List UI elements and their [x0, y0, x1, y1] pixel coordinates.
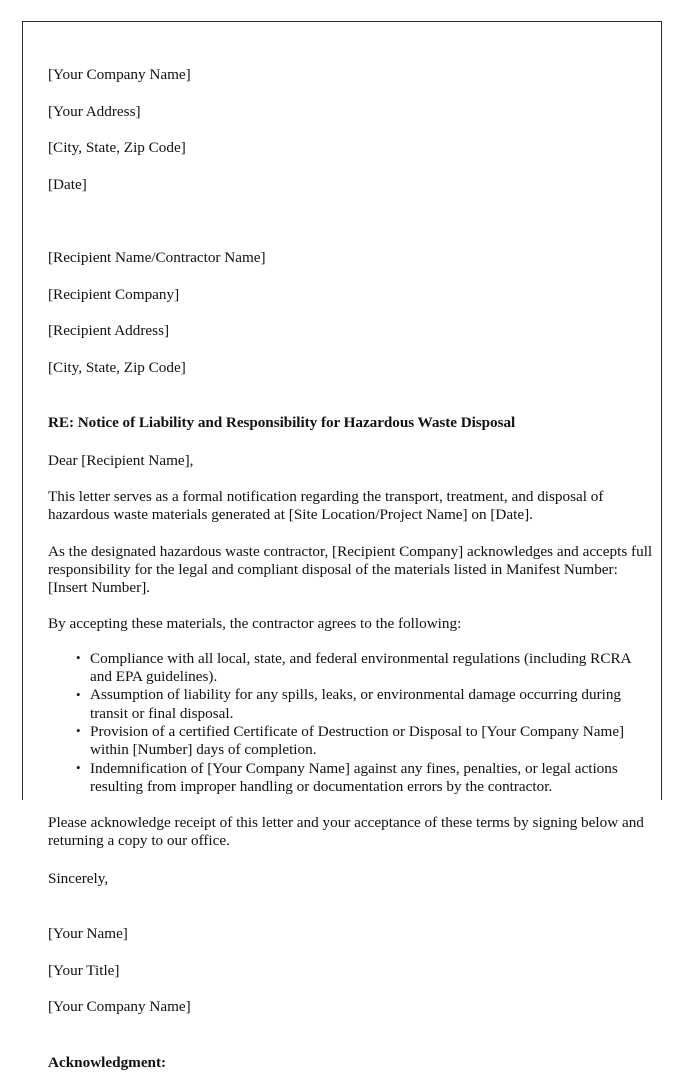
list-item: • Assumption of liability for any spills, leaks, or environmental damage occurring during transit or final disposal.: [90, 686, 655, 723]
signature-block: [48, 907, 655, 1035]
sign-off: Sincerely,: [48, 869, 109, 887]
acknowledgment-heading: Acknowledgment:: [48, 1054, 167, 1072]
salutation: Dear [Recipient Name],: [48, 451, 194, 469]
list-item: • Provision of a certified Certificate of Destruction or Disposal to [Your Company Name] within [Number] days of completion.: [90, 723, 655, 760]
sender-address-block: [48, 48, 655, 213]
closing-request: Please acknowledge receipt of this letter and your acceptance of these terms by signing below and returning a copy to our office.: [48, 814, 644, 850]
sender-address-line-2: [Your Address]: [48, 102, 141, 120]
sender-address-line-1: [Your Company Name]: [48, 66, 191, 84]
signature-name: [Your Name]: [48, 925, 128, 943]
recipient-address-block: [48, 231, 655, 396]
address-spacer: [48, 213, 655, 231]
signature-company: [Your Company Name]: [48, 998, 191, 1016]
terms-intro: By accepting these materials, the contractor agrees to the following:: [48, 615, 462, 633]
recipient-address-line-4: [City, State, Zip Code]: [48, 358, 186, 376]
signature-title: [Your Title]: [48, 961, 120, 979]
list-item: • Indemnification of [Your Company Name] against any fines, penalties, or legal actions resulting from improper handling or documentation errors by the contractor.: [90, 760, 655, 797]
sender-address-line-3: [City, State, Zip Code]: [48, 139, 186, 157]
subject-line: RE: Notice of Liability and Responsibility for Hazardous Waste Disposal: [48, 414, 516, 432]
paragraph-responsibility: As the designated hazardous waste contractor, [Recipient Company] acknowledges and accepts full responsibility for the legal and compliant disposal of the materials listed in Manifest Number: [Insert Number].: [48, 542, 653, 597]
letter-body: [48, 48, 655, 1072]
terms-list: [48, 650, 655, 796]
recipient-address-line-2: [Recipient Company]: [48, 285, 180, 303]
recipient-address-line-3: [Recipient Address]: [48, 322, 170, 340]
recipient-address-line-1: [Recipient Name/Contractor Name]: [48, 248, 266, 266]
paragraph-notification: This letter serves as a formal notification regarding the transport, treatment, and disposal of hazardous waste materials generated at [Site Location/Project Name] on [Date].: [48, 487, 604, 524]
list-item: • Compliance with all local, state, and federal environmental regulations (including RCRA and EPA guidelines).: [90, 650, 655, 687]
sender-date-line: [Date]: [48, 176, 87, 194]
